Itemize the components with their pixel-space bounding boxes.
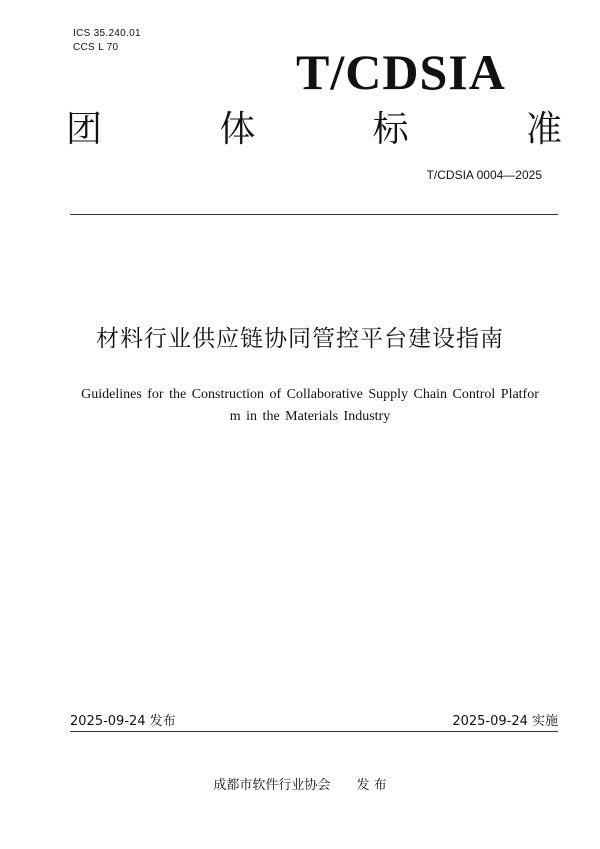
standard-number: T/CDSIA 0004—2025 <box>426 168 542 182</box>
standard-type-char: 团 <box>65 109 102 150</box>
publisher <box>0 776 600 796</box>
standard-type-char: 体 <box>219 109 256 150</box>
issue-date: 2025-09-24 发布 <box>70 714 176 729</box>
document-title-chinese: 材料行业供应链协同管控平台建设指南 <box>96 326 504 352</box>
ccs-code: CCS L 70 <box>73 42 119 53</box>
organization-code: T/CDSIA <box>296 44 506 100</box>
title-english-line-1: Guidelines for the Construction of Collaborative Supply Chain Control Platfor <box>81 387 539 402</box>
title-english-line-2: m in the Materials Industry <box>229 409 391 424</box>
document-title-english <box>70 384 550 428</box>
standard-type <box>62 108 566 152</box>
ics-code: ICS 35.240.01 <box>73 28 141 39</box>
standard-type-char: 准 <box>525 109 562 150</box>
implementation-date: 2025-09-24 实施 <box>452 714 558 729</box>
footer-divider <box>70 731 558 732</box>
standard-type-char: 标 <box>372 109 409 150</box>
publisher-name: 成都市软件行业协会 <box>213 778 331 793</box>
header-divider <box>70 214 558 215</box>
publisher-action: 发 布 <box>356 778 387 793</box>
